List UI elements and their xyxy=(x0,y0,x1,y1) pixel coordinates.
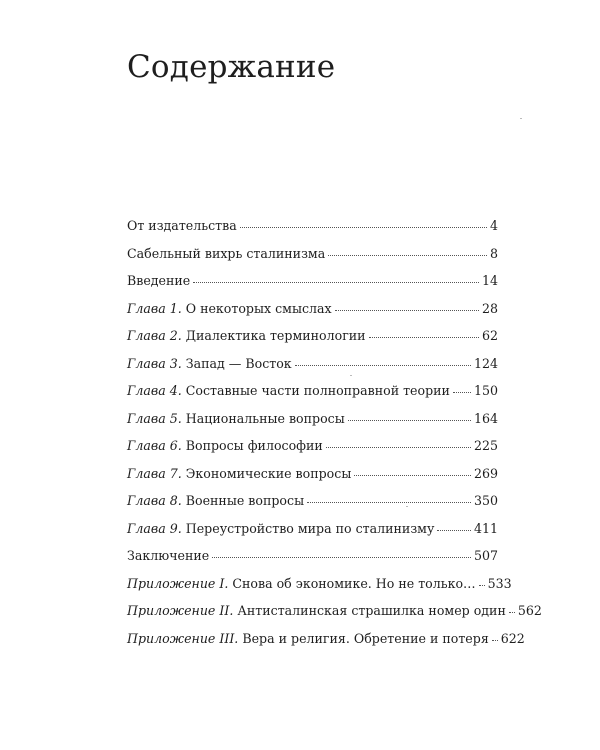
toc-entry-chapter-label: Глава 2. xyxy=(127,328,182,343)
toc-entry-page-number: 350 xyxy=(473,493,498,508)
toc-entry-title: Переустройство мира по сталинизму xyxy=(185,520,435,536)
toc-entry-chapter-label: Глава 5. xyxy=(127,410,182,426)
toc-entry-text xyxy=(127,440,323,453)
toc-entry-title: Составные части полноправной теории xyxy=(185,383,450,398)
toc-entry-text xyxy=(127,630,489,646)
toc-entry-title: Вопросы философии xyxy=(185,438,323,453)
toc-entry-chapter-label: Глава 4. xyxy=(127,383,182,398)
toc-entry-chapter-label: Приложение I. xyxy=(127,575,229,591)
toc-entry-title: Сабельный вихрь сталинизма xyxy=(127,245,326,261)
toc-entry-text xyxy=(127,355,292,371)
toc-entry-title: Антисталинская страшилка номер один xyxy=(237,603,506,618)
toc-entry-text xyxy=(127,410,345,426)
toc-entry-chapter-label: Глава 3. xyxy=(127,355,182,371)
toc-entry-title: От издательства xyxy=(127,218,237,233)
toc-entry xyxy=(127,220,498,248)
toc-entry-page-number: 507 xyxy=(473,548,498,563)
toc-entry-page-number: 164 xyxy=(473,410,498,426)
toc-entry-chapter-label: Глава 7. xyxy=(127,465,182,481)
toc-entry-page-number: 562 xyxy=(517,603,542,618)
dot-leader xyxy=(328,255,487,256)
toc-entry-text xyxy=(127,300,332,316)
dot-leader xyxy=(295,365,471,366)
toc-entry-title: Вера и религия. Обретение и потеря xyxy=(242,630,489,646)
toc-entry-page-number: 124 xyxy=(473,355,498,371)
toc-entry-text xyxy=(127,520,435,536)
toc-entry-text xyxy=(127,465,352,481)
dot-leader xyxy=(348,420,471,421)
toc-entry xyxy=(127,410,498,441)
toc-entry xyxy=(127,495,498,523)
toc-entry xyxy=(127,575,512,606)
toc-entry xyxy=(127,245,498,276)
toc-entry-text xyxy=(127,245,326,261)
toc-entry-text xyxy=(127,495,304,508)
toc-entry xyxy=(127,385,498,413)
toc-entry-page-number: 150 xyxy=(473,383,498,398)
toc-entry-text xyxy=(127,275,190,288)
dot-leader xyxy=(369,337,479,338)
toc-entry-title: Введение xyxy=(127,273,191,288)
toc-entry xyxy=(127,465,498,496)
dot-leader xyxy=(453,392,471,393)
toc-entry-chapter-label: Глава 8. xyxy=(127,493,182,508)
toc-entry-title: Экономические вопросы xyxy=(185,465,352,481)
toc-entry-page-number: 8 xyxy=(489,245,498,261)
dot-leader xyxy=(335,310,479,311)
toc-entry-text xyxy=(127,385,450,398)
table-of-contents xyxy=(127,218,542,660)
toc-entry xyxy=(127,330,498,358)
toc-entry xyxy=(127,355,498,386)
toc-entry-page-number: 28 xyxy=(481,300,498,316)
toc-entry-page-number: 225 xyxy=(473,438,498,453)
toc-entry-title: Диалектика терминологии xyxy=(185,328,366,343)
toc-entry-chapter-label: Глава 1. xyxy=(127,300,182,316)
scan-speck xyxy=(350,375,352,376)
toc-entry xyxy=(127,603,542,633)
toc-entry-page-number: 14 xyxy=(481,273,498,288)
toc-entry-title: Военные вопросы xyxy=(185,493,305,508)
toc-entry xyxy=(127,550,498,578)
toc-entry-chapter-label: Приложение III. xyxy=(127,630,239,646)
dot-leader xyxy=(307,502,471,503)
toc-entry xyxy=(127,440,498,468)
toc-entry-title: О некоторых смыслах xyxy=(185,300,332,316)
toc-entry-page-number: 411 xyxy=(473,520,498,536)
toc-entry-text xyxy=(127,550,209,563)
dot-leader xyxy=(193,282,479,283)
toc-entry xyxy=(127,520,498,551)
toc-entry-page-number: 533 xyxy=(487,575,512,591)
toc-entry-text xyxy=(127,575,476,591)
toc-entry-page-number: 622 xyxy=(500,630,525,646)
toc-entry xyxy=(127,630,525,661)
toc-entry xyxy=(127,275,498,303)
dot-leader xyxy=(212,557,471,558)
scan-speck xyxy=(520,118,522,119)
scan-speck xyxy=(406,506,408,507)
toc-entry-title: Запад — Восток xyxy=(185,355,292,371)
dot-leader xyxy=(240,227,487,228)
toc-entry-title: Снова об экономике. Но не только… xyxy=(232,575,476,591)
toc-entry-title: Национальные вопросы xyxy=(185,410,345,426)
page-title: Содержание xyxy=(127,49,336,85)
dot-leader xyxy=(479,585,485,586)
toc-entry-chapter-label: Глава 9. xyxy=(127,520,182,536)
dot-leader xyxy=(492,640,498,641)
toc-entry-text xyxy=(127,220,237,233)
toc-entry-page-number: 269 xyxy=(473,465,498,481)
toc-entry-chapter-label: Приложение II. xyxy=(127,603,234,618)
toc-entry-title: Заключение xyxy=(127,548,210,563)
toc-entry-page-number: 4 xyxy=(489,218,498,233)
toc-entry xyxy=(127,300,498,331)
dot-leader xyxy=(437,530,471,531)
toc-entry-chapter-label: Глава 6. xyxy=(127,438,182,453)
dot-leader xyxy=(354,475,471,476)
toc-entry-text xyxy=(127,605,506,618)
dot-leader xyxy=(326,447,471,448)
toc-entry-text xyxy=(127,330,366,343)
toc-entry-page-number: 62 xyxy=(481,328,498,343)
dot-leader xyxy=(509,612,515,613)
